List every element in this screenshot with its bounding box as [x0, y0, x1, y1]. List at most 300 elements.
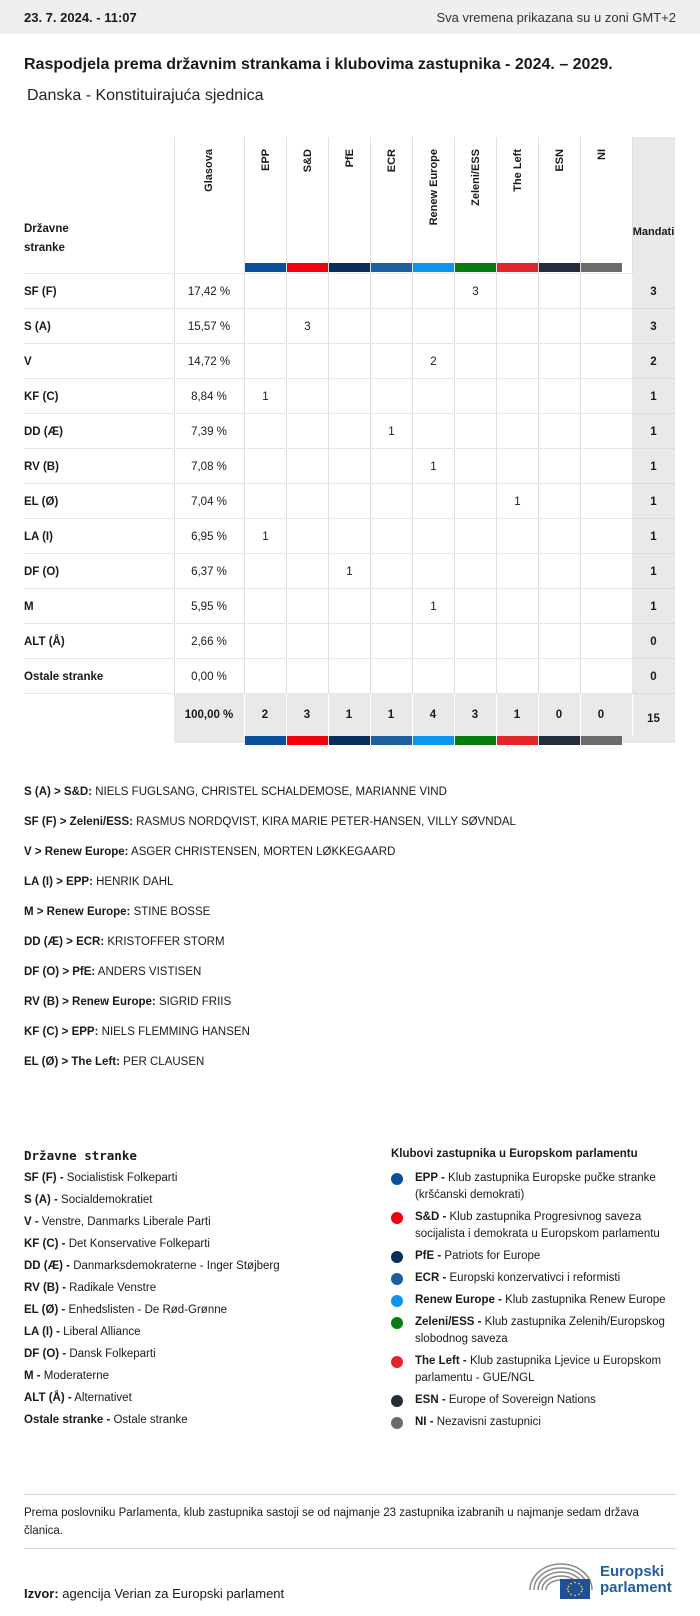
group-seat-count [538, 554, 581, 589]
elected-members-note [24, 935, 516, 965]
party-seat-total: 1 [632, 519, 675, 554]
table-row [24, 623, 675, 658]
legend-party-abbr: ALT (Å) - [24, 1392, 72, 1404]
footnote: Prema poslovniku Parlamenta, klub zastupnika sastoji se od najmanje 23 zastupnika izabranih u najmanje sedam država članica. [24, 1507, 639, 1537]
group-legend-item [391, 1209, 681, 1243]
group-color-bar [497, 263, 538, 272]
group-seat-count [286, 379, 329, 414]
note-members: KRISTOFFER STORM [104, 936, 225, 948]
group-color-bar [455, 263, 496, 272]
elected-members-note [24, 1055, 516, 1085]
party-seat-total: 0 [632, 624, 675, 659]
group-seat-count: 3 [304, 320, 311, 333]
group-seat-count [286, 659, 329, 694]
group-seat-total: 2 [261, 709, 269, 721]
group-color-dot-icon [391, 1317, 403, 1329]
group-seat-count: 1 [388, 425, 395, 438]
group-color-dot-icon [391, 1356, 403, 1368]
group-color-bar [581, 263, 622, 272]
group-seat-count [580, 484, 623, 519]
vote-percentage: 8,84 % [191, 390, 227, 403]
legend-party-name: Dansk Folkeparti [66, 1348, 156, 1360]
group-color-bar [413, 736, 454, 745]
note-party-group: V > Renew Europe: [24, 846, 129, 858]
group-color-bar [413, 263, 454, 272]
group-seat-count [538, 414, 581, 449]
group-seat-count [244, 414, 287, 449]
group-seat-count [538, 449, 581, 484]
group-seat-count [328, 309, 371, 344]
legend-group-abbr: Renew Europe - [415, 1294, 502, 1306]
group-seat-count [496, 274, 539, 309]
group-seat-count [496, 344, 539, 379]
vote-percentage: 0,00 % [191, 670, 227, 683]
note-members: SIGRID FRIIS [155, 996, 232, 1008]
table-row [24, 413, 675, 448]
group-seat-count [496, 589, 539, 624]
note-party-group: SF (F) > Zeleni/ESS: [24, 816, 133, 828]
group-legend [391, 1148, 681, 1436]
party-seat-total: 1 [632, 379, 675, 414]
group-color-bar [497, 736, 538, 745]
party-legend-item [24, 1215, 354, 1237]
group-seat-count: 1 [430, 600, 437, 613]
legend-party-name: Radikale Venstre [65, 1282, 157, 1294]
group-seat-count [244, 344, 287, 379]
group-color-bar [329, 263, 370, 272]
group-seat-count [412, 309, 455, 344]
group-seat-count: 3 [472, 285, 479, 298]
group-seat-total: 4 [429, 709, 437, 721]
group-seat-count [454, 519, 497, 554]
parliament-emblem-icon [528, 1560, 594, 1600]
party-name: S (A) [24, 320, 51, 333]
legend-party-abbr: RV (B) - [24, 1282, 66, 1294]
group-seat-count: 1 [262, 530, 269, 543]
table-row [24, 343, 675, 378]
elected-members-note [24, 905, 516, 935]
group-seat-count [454, 624, 497, 659]
group-legend-item [391, 1392, 681, 1409]
party-name: ALT (Å) [24, 635, 65, 648]
group-seat-count [412, 519, 455, 554]
group-seat-count [328, 414, 371, 449]
group-seat-count [538, 589, 581, 624]
group-seat-count [244, 274, 287, 309]
group-color-dot-icon [391, 1273, 403, 1285]
group-color-bar [581, 736, 622, 745]
legend-party-name: Venstre, Danmarks Liberale Parti [38, 1216, 211, 1228]
party-legend-item [24, 1347, 354, 1369]
divider [24, 1494, 676, 1495]
elected-members-note [24, 815, 516, 845]
group-seat-count [286, 274, 329, 309]
vote-percentage: 14,72 % [187, 355, 231, 368]
group-seat-count [580, 519, 623, 554]
total-votes: 100,00 % [184, 709, 234, 721]
group-seat-count [412, 659, 455, 694]
note-party-group: DF (O) > PfE: [24, 966, 96, 978]
group-column-header: Zeleni/ESS [469, 149, 482, 206]
legend-party-name: Det Konservative Folkeparti [65, 1238, 210, 1250]
table-row [24, 518, 675, 553]
note-members: PER CLAUSEN [119, 1056, 205, 1068]
note-party-group: LA (I) > EPP: [24, 876, 93, 888]
legend-party-name: Alternativet [71, 1392, 132, 1404]
table-row [24, 308, 675, 343]
group-seat-count [454, 379, 497, 414]
group-seat-count [286, 519, 329, 554]
party-name: LA (I) [24, 530, 53, 543]
legend-group-name: Klub zastupnika Ljevice u Europskom parlamentu - GUE/NGL [415, 1355, 662, 1384]
group-column-header: ESN [553, 149, 566, 172]
legend-group-abbr: S&D - [415, 1211, 447, 1223]
table-row [24, 658, 675, 693]
legend-party-abbr: EL (Ø) - [24, 1304, 66, 1316]
legend-party-name: Socialdemokratiet [57, 1194, 153, 1206]
party-legend-title: Državne stranke [24, 1148, 137, 1163]
vote-percentage: 7,08 % [191, 460, 227, 473]
group-seat-count [454, 449, 497, 484]
source-line [24, 1586, 284, 1601]
note-members: NIELS FLEMMING HANSEN [98, 1026, 250, 1038]
group-legend-item [391, 1292, 681, 1309]
party-seat-total: 1 [632, 449, 675, 484]
elected-members-note [24, 845, 516, 875]
group-seat-total: 0 [597, 709, 605, 721]
legend-party-name: Liberal Alliance [59, 1326, 141, 1338]
legend-party-abbr: Ostale stranke - [24, 1414, 111, 1426]
group-legend-item [391, 1314, 681, 1348]
logo-line-1: Europski [600, 1563, 665, 1580]
vote-percentage: 6,95 % [191, 530, 227, 543]
note-party-group: M > Renew Europe: [24, 906, 131, 918]
legend-group-name: Patriots for Europe [441, 1250, 541, 1262]
note-members: RASMUS NORDQVIST, KIRA MARIE PETER-HANSEN, VILLY SØVNDAL [132, 816, 516, 828]
group-color-bar [245, 736, 286, 745]
group-column-header: NI [595, 149, 608, 160]
group-seat-count [370, 309, 413, 344]
group-seat-count [244, 659, 287, 694]
group-color-bar [455, 736, 496, 745]
group-seat-total: 1 [387, 709, 395, 721]
legend-group-name: Klub zastupnika Renew Europe [501, 1294, 666, 1306]
party-name: Ostale stranke [24, 670, 104, 683]
group-seat-count [328, 449, 371, 484]
group-seat-count [454, 344, 497, 379]
group-seat-count [370, 274, 413, 309]
group-seat-count: 1 [430, 460, 437, 473]
group-seat-count [496, 309, 539, 344]
party-legend-item [24, 1369, 354, 1391]
group-seat-count [580, 554, 623, 589]
group-seat-count [580, 379, 623, 414]
source-text: agencija Verian za Europski parlament [58, 1586, 285, 1601]
party-legend-item [24, 1237, 354, 1259]
note-members: STINE BOSSE [130, 906, 211, 918]
note-party-group: S (A) > S&D: [24, 786, 93, 798]
group-seat-count [496, 624, 539, 659]
group-seat-count [370, 554, 413, 589]
legend-party-name: Enhedslisten - De Rød-Grønne [65, 1304, 228, 1316]
group-seat-count [580, 589, 623, 624]
group-seat-count: 1 [262, 390, 269, 403]
party-name: RV (B) [24, 460, 59, 473]
party-name: DD (Æ) [24, 425, 63, 438]
group-seat-count: 1 [514, 495, 521, 508]
group-seat-count [286, 589, 329, 624]
group-seat-count: 1 [346, 565, 353, 578]
group-color-bar [539, 736, 580, 745]
elected-members-note [24, 1025, 516, 1055]
group-column-header: EPP [259, 149, 272, 172]
legend-party-abbr: LA (I) - [24, 1326, 60, 1338]
group-seat-count [496, 659, 539, 694]
party-legend-item [24, 1391, 354, 1413]
party-seat-total: 1 [632, 554, 675, 589]
group-seat-count [412, 414, 455, 449]
group-seat-count [370, 589, 413, 624]
party-name: M [24, 600, 34, 613]
group-seat-count [412, 484, 455, 519]
party-seat-total: 1 [632, 484, 675, 519]
group-seat-count [538, 379, 581, 414]
results-table [24, 137, 675, 743]
legend-group-abbr: ECR - [415, 1272, 447, 1284]
elected-members-notes [24, 785, 516, 1085]
group-seat-total: 0 [555, 709, 563, 721]
group-seat-count [496, 519, 539, 554]
group-seat-count [580, 309, 623, 344]
vote-percentage: 2,66 % [191, 635, 227, 648]
party-legend [24, 1148, 354, 1435]
vote-percentage: 7,39 % [191, 425, 227, 438]
group-column-header: S&D [301, 149, 314, 173]
note-party-group: EL (Ø) > The Left: [24, 1056, 120, 1068]
group-seat-count [244, 309, 287, 344]
group-seat-count [328, 589, 371, 624]
legend-group-name: Europe of Sovereign Nations [445, 1394, 596, 1406]
group-seat-count [370, 624, 413, 659]
party-legend-item [24, 1259, 354, 1281]
group-seat-count [412, 624, 455, 659]
group-seat-count [538, 309, 581, 344]
group-seat-count [244, 484, 287, 519]
group-seat-count [580, 449, 623, 484]
legend-group-name: Klub zastupnika Europske pučke stranke (kršćanski demokrati) [415, 1172, 656, 1201]
totals-row [24, 693, 675, 743]
group-color-bar [287, 736, 328, 745]
group-seat-count [538, 344, 581, 379]
elected-members-note [24, 965, 516, 995]
group-legend-item [391, 1170, 681, 1204]
legend-party-abbr: SF (F) - [24, 1172, 64, 1184]
party-legend-item [24, 1171, 354, 1193]
group-seat-count [370, 449, 413, 484]
group-seat-count [244, 554, 287, 589]
group-column-header: Renew Europe [427, 149, 440, 226]
legend-party-abbr: M - [24, 1370, 41, 1382]
table-row [24, 273, 675, 308]
group-column-header: ECR [385, 149, 398, 173]
votes-column-header: Glasova [202, 149, 215, 192]
legend-group-name: Europski konzervativci i reformisti [446, 1272, 621, 1284]
group-seat-count [328, 274, 371, 309]
group-seat-count [496, 379, 539, 414]
group-seat-count [328, 624, 371, 659]
legend-group-name: Nezavisni zastupnici [433, 1416, 541, 1428]
table-row [24, 588, 675, 623]
party-name: DF (O) [24, 565, 60, 578]
party-name: SF (F) [24, 285, 57, 298]
legend-group-abbr: PfE - [415, 1250, 442, 1262]
group-seat-count [286, 414, 329, 449]
group-color-bar [371, 736, 412, 745]
timestamp: 23. 7. 2024. - 11:07 [24, 9, 137, 25]
group-seat-count [244, 449, 287, 484]
group-color-bar [371, 263, 412, 272]
group-color-bar [245, 263, 286, 272]
party-seat-total: 2 [632, 344, 675, 379]
timezone-note: Sva vremena prikazana su u zoni GMT+2 [436, 9, 676, 25]
note-party-group: RV (B) > Renew Europe: [24, 996, 156, 1008]
group-seat-count [412, 554, 455, 589]
vote-percentage: 5,95 % [191, 600, 227, 613]
page-title: Raspodjela prema državnim strankama i klubovima zastupnika - 2024. – 2029. [24, 56, 613, 73]
legend-group-abbr: EPP - [415, 1172, 445, 1184]
legend-group-name: Klub zastupnika Zelenih/Europskog slobodnog saveza [415, 1316, 665, 1345]
legend-party-abbr: V - [24, 1216, 39, 1228]
total-seats: 15 [647, 713, 660, 725]
group-color-dot-icon [391, 1395, 403, 1407]
group-color-dot-icon [391, 1251, 403, 1263]
group-color-dot-icon [391, 1212, 403, 1224]
group-seat-count [244, 589, 287, 624]
note-members: ANDERS VISTISEN [95, 966, 202, 978]
table-header [24, 137, 675, 273]
group-seat-count [496, 449, 539, 484]
group-seat-count [286, 484, 329, 519]
note-party-group: KF (C) > EPP: [24, 1026, 99, 1038]
group-seat-count [370, 484, 413, 519]
legend-party-name: Danmarksdemokraterne - Inger Støjberg [70, 1260, 280, 1272]
group-color-dot-icon [391, 1173, 403, 1185]
elected-members-note [24, 995, 516, 1025]
group-seat-count [370, 379, 413, 414]
group-seat-count [286, 344, 329, 379]
group-seat-count [286, 624, 329, 659]
group-color-bar [287, 263, 328, 272]
group-seat-count [496, 414, 539, 449]
party-column-header: Državne stranke [24, 223, 69, 254]
group-legend-title: Klubovi zastupnika u Europskom parlamentu [391, 1148, 638, 1160]
party-seat-total: 1 [632, 414, 675, 449]
table-row [24, 378, 675, 413]
group-seat-count [454, 484, 497, 519]
legend-group-name: Klub zastupnika Progresivnog saveza socijalista i demokrata u Europskom parlamentu [415, 1211, 660, 1240]
group-color-dot-icon [391, 1417, 403, 1429]
group-legend-item [391, 1248, 681, 1265]
vote-percentage: 6,37 % [191, 565, 227, 578]
group-seat-count [538, 624, 581, 659]
group-seat-count [580, 659, 623, 694]
group-column-header: PfE [343, 149, 356, 168]
note-members: HENRIK DAHL [92, 876, 174, 888]
group-seat-count [538, 519, 581, 554]
party-legend-item [24, 1281, 354, 1303]
legend-party-name: Ostale stranke [110, 1414, 188, 1426]
elected-members-note [24, 785, 516, 815]
party-name: V [24, 355, 32, 368]
group-color-dot-icon [391, 1295, 403, 1307]
table-row [24, 448, 675, 483]
group-seat-count [412, 379, 455, 414]
party-name: KF (C) [24, 390, 59, 403]
logo-line-2: parlament [600, 1579, 672, 1596]
group-seat-total: 1 [345, 709, 353, 721]
vote-percentage: 15,57 % [187, 320, 231, 333]
group-seat-count: 2 [430, 355, 437, 368]
party-seat-total: 3 [632, 274, 675, 309]
seats-column-header: Mandati [632, 226, 675, 238]
group-seat-count [538, 484, 581, 519]
group-legend-item [391, 1414, 681, 1431]
legend-group-abbr: Zeleni/ESS - [415, 1316, 482, 1328]
party-legend-item [24, 1193, 354, 1215]
party-legend-item [24, 1303, 354, 1325]
note-members: NIELS FUGLSANG, CHRISTEL SCHALDEMOSE, MARIANNE VIND [92, 786, 447, 798]
table-row [24, 483, 675, 518]
legend-party-name: Socialistisk Folkeparti [63, 1172, 178, 1184]
group-seat-count [328, 344, 371, 379]
group-seat-count [328, 519, 371, 554]
group-seat-count [370, 519, 413, 554]
legend-group-abbr: The Left - [415, 1355, 467, 1367]
divider [24, 1548, 676, 1549]
european-parliament-logo [528, 1560, 678, 1600]
party-seat-total: 1 [632, 589, 675, 624]
note-party-group: DD (Æ) > ECR: [24, 936, 105, 948]
legend-party-abbr: S (A) - [24, 1194, 58, 1206]
group-seat-count [580, 624, 623, 659]
group-seat-count [286, 449, 329, 484]
legend-group-abbr: NI - [415, 1416, 434, 1428]
group-seat-count [454, 554, 497, 589]
group-seat-count [370, 659, 413, 694]
group-seat-count [454, 659, 497, 694]
group-seat-total: 3 [471, 709, 479, 721]
group-seat-count [328, 379, 371, 414]
table-row [24, 553, 675, 588]
group-seat-count [580, 274, 623, 309]
group-seat-total: 3 [303, 709, 311, 721]
legend-party-name: Moderaterne [40, 1370, 110, 1382]
group-legend-item [391, 1353, 681, 1387]
elected-members-note [24, 875, 516, 905]
source-label: Izvor: [24, 1586, 59, 1601]
group-seat-count [454, 414, 497, 449]
group-legend-item [391, 1270, 681, 1287]
page-subtitle: Danska - Konstituirajuća sjednica [27, 87, 264, 104]
party-name: EL (Ø) [24, 495, 59, 508]
group-seat-count [580, 414, 623, 449]
group-seat-count [454, 589, 497, 624]
group-seat-total: 1 [513, 709, 521, 721]
top-bar [0, 0, 700, 34]
legend-group-abbr: ESN - [415, 1394, 446, 1406]
group-seat-count [580, 344, 623, 379]
note-members: ASGER CHRISTENSEN, MORTEN LØKKEGAARD [128, 846, 396, 858]
